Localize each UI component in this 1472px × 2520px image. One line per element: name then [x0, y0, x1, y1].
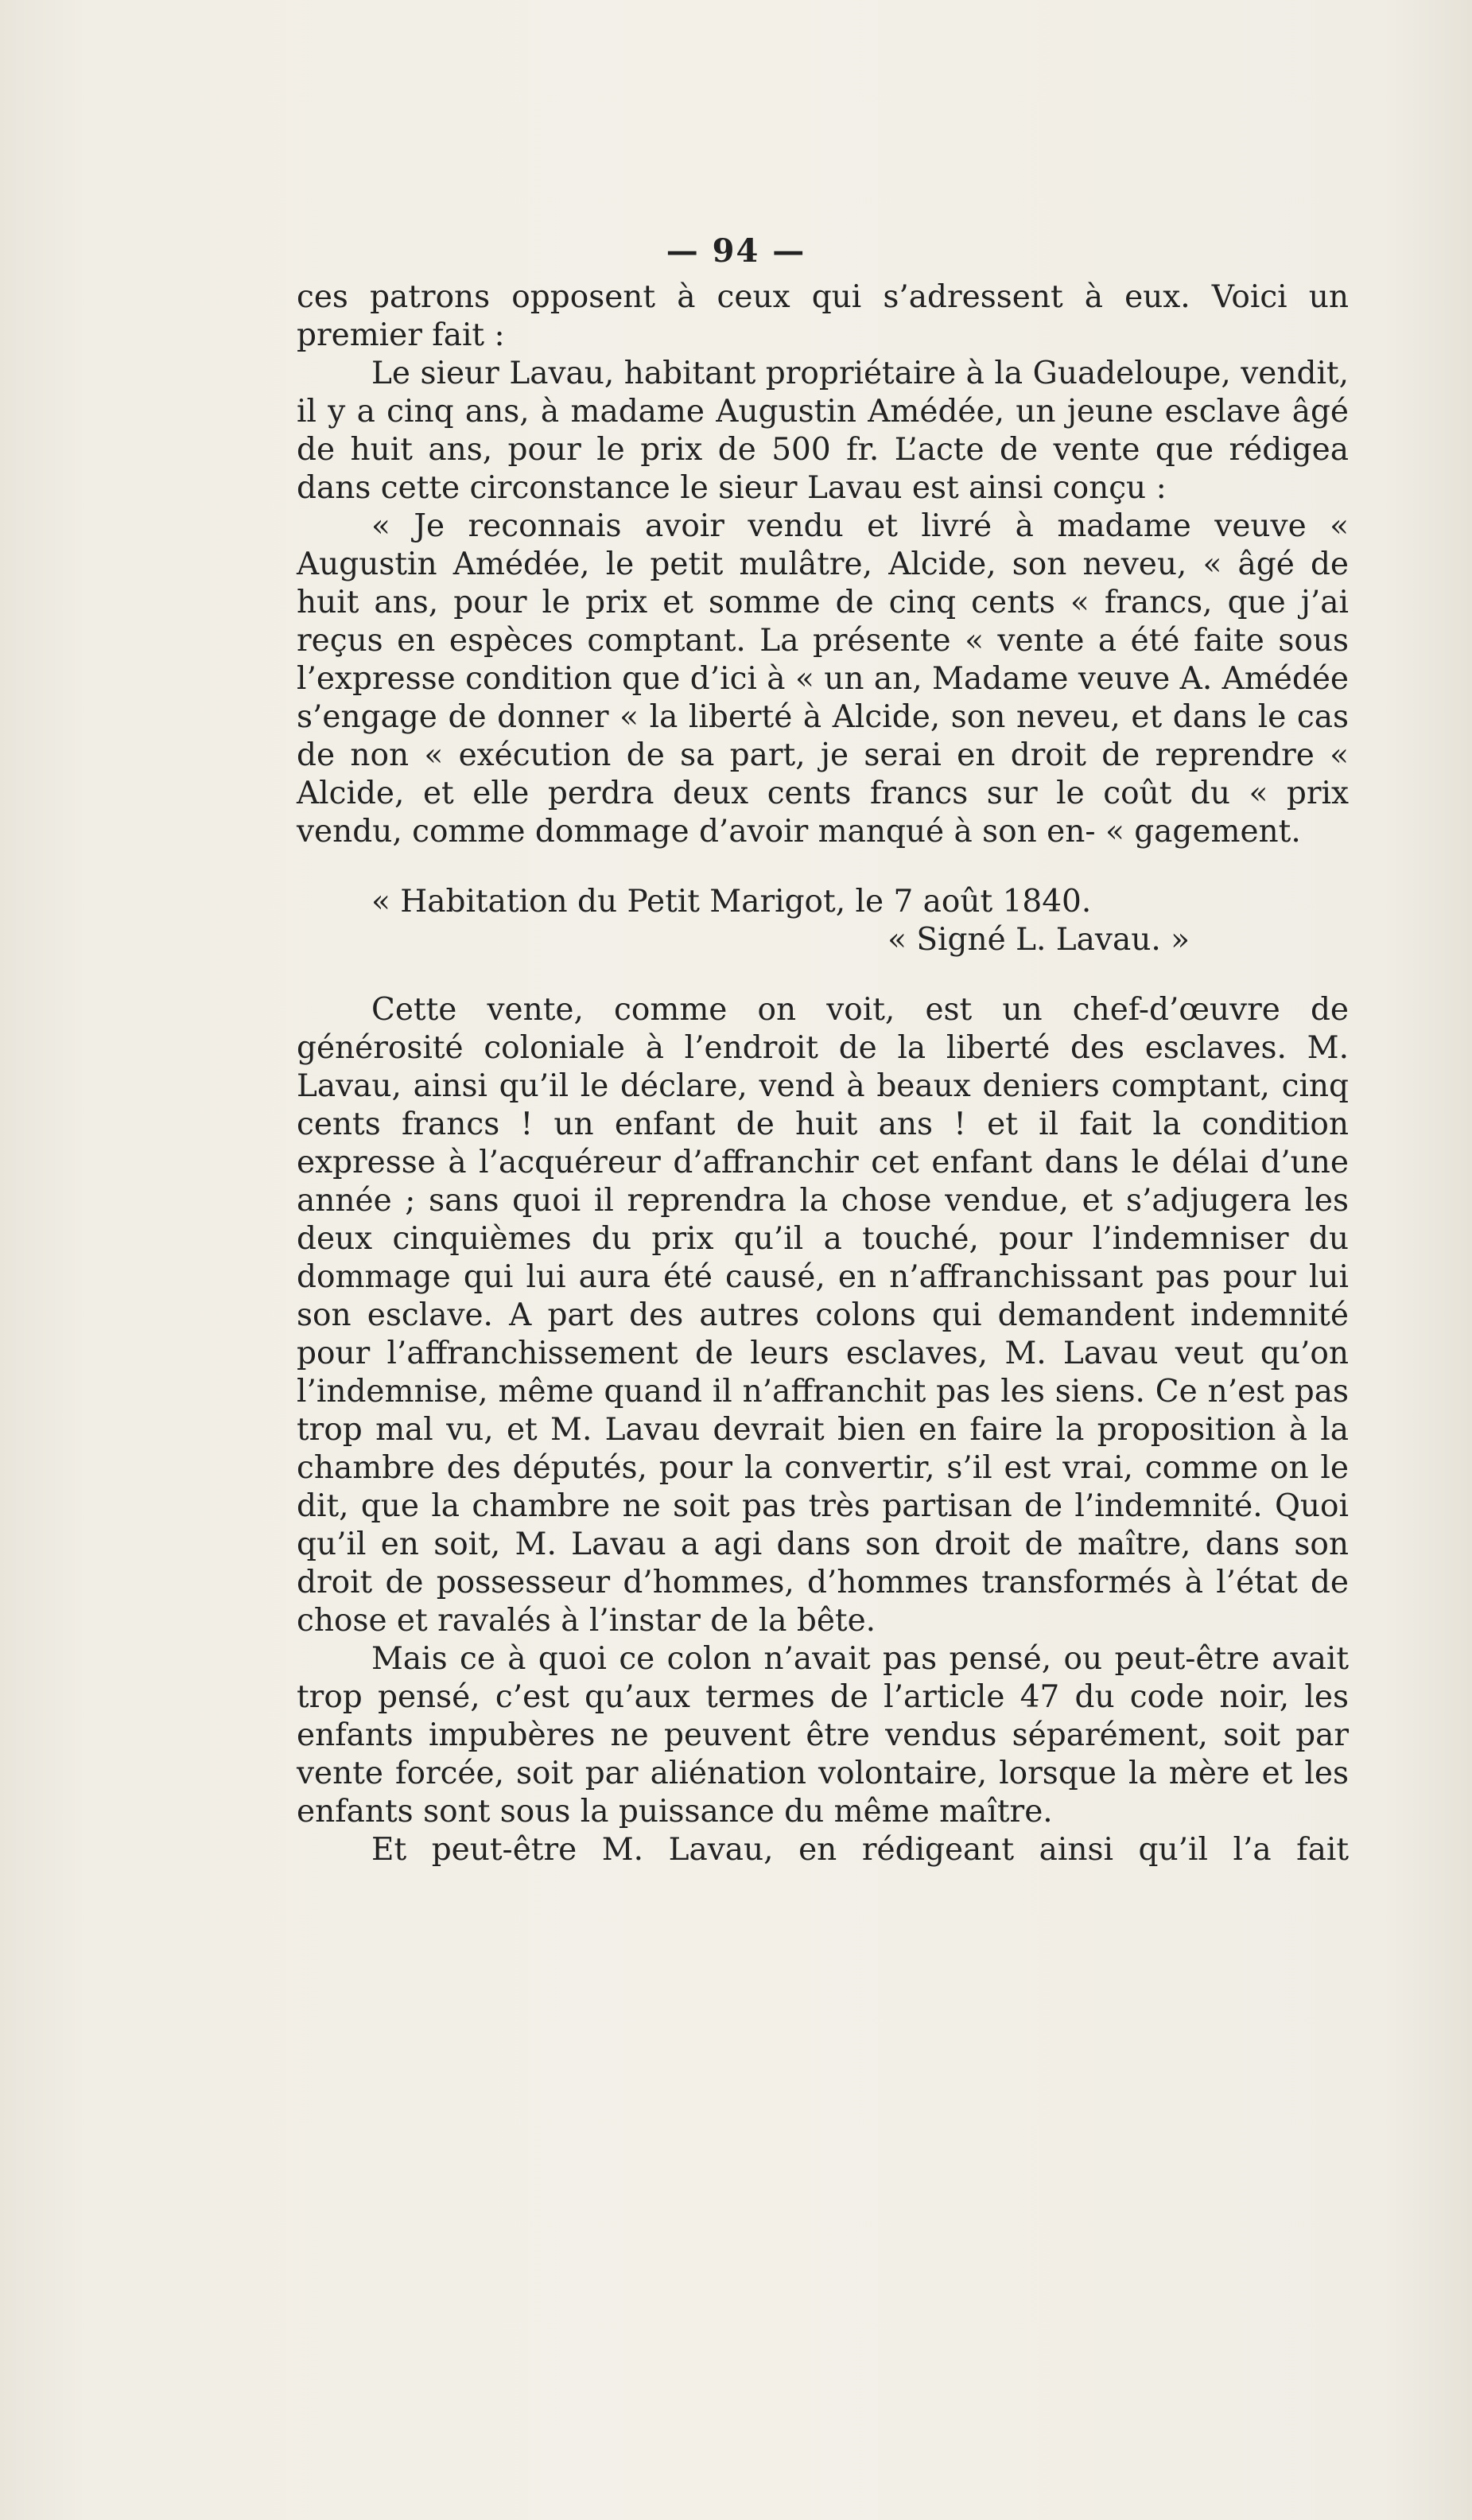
- quote-signature: « Signé L. Lavau. »: [887, 922, 1190, 958]
- page-text: [297, 278, 1349, 1869]
- paragraph-fact: Le sieur Lavau, habitant propriétaire à la Guadeloupe, vendit, il y a cinq ans, à madame Augustin Amédée, un jeune esclave âgé de huit ans, pour le prix de 500 fr. L’acte de vente que rédigea dans cette circonstance le sieur Lavau est ainsi conçu :: [297, 356, 1349, 506]
- page-number: — 94 —: [666, 232, 806, 270]
- paragraph-intro: ces patrons opposent à ceux qui s’adressent à eux. Voici un premier fait :: [297, 279, 1349, 353]
- paragraph-quote: « Je reconnais avoir vendu et livré à madame veuve « Augustin Amédée, le petit mulâtre, Alcide, son neveu, « âgé de huit ans, pour le prix et somme de cinq cents « francs, que j’ai reçus en espèces comptant. La présente « vente a été faite sous l’expresse condition que d’ici à « un an, Madame veuve A. Amédée s’engage de donner « la liberté à Alcide, son neveu, et dans le cas de non « exécution de sa part, je serai en droit de reprendre « Alcide, et elle perdra deux cents francs sur le coût du « prix vendu, comme dommage d’avoir manqué à son en- « gagement.: [297, 508, 1349, 850]
- quote-place-date: « Habitation du Petit Marigot, le 7 août 1840.: [371, 884, 1092, 920]
- paragraph-last: Et peut-être M. Lavau, en rédigeant ainsi qu’il l’a fait: [371, 1832, 1349, 1868]
- paragraph-comment: Cette vente, comme on voit, est un chef-d’œuvre de générosité coloniale à l’endroit de la liberté des esclaves. M. Lavau, ainsi qu’il le déclare, vend à beaux deniers comptant, cinq cents francs ! un enfant de huit ans ! et il fait la condition expresse à l’acquéreur d’affranchir cet enfant dans le délai d’une année ; sans quoi il reprendra la chose vendue, et s’adjugera les deux cinquièmes du prix qu’il a touché, pour l’indemniser du dommage qui lui aura été causé, en n’affranchissant pas pour lui son esclave. A part des autres colons qui demandent indemnité pour l’affranchissement de leurs esclaves, M. Lavau veut qu’on l’indemnise, même quand il n’affranchit pas les siens. Ce n’est pas trop mal vu, et M. Lavau devrait bien en faire la proposition à la chambre des députés, pour la convertir, s’il est vrai, comme on le dit, que la chambre ne soit pas très partisan de l’indemnité. Quoi qu’il en soit, M. Lavau a agi dans son droit de maître, dans son droit de possesseur d’hommes, d’hommes transformés à l’état de chose et ravalés à l’instar de la bête.: [297, 992, 1349, 1639]
- paragraph-article: Mais ce à quoi ce colon n’avait pas pensé, ou peut-être avait trop pensé, c’est qu’aux termes de l’article 47 du code noir, les enfants impubères ne peuvent être vendus séparément, soit par vente forcée, soit par aliénation volontaire, lorsque la mère et les enfants sont sous la puissance du même maître.: [297, 1641, 1349, 1830]
